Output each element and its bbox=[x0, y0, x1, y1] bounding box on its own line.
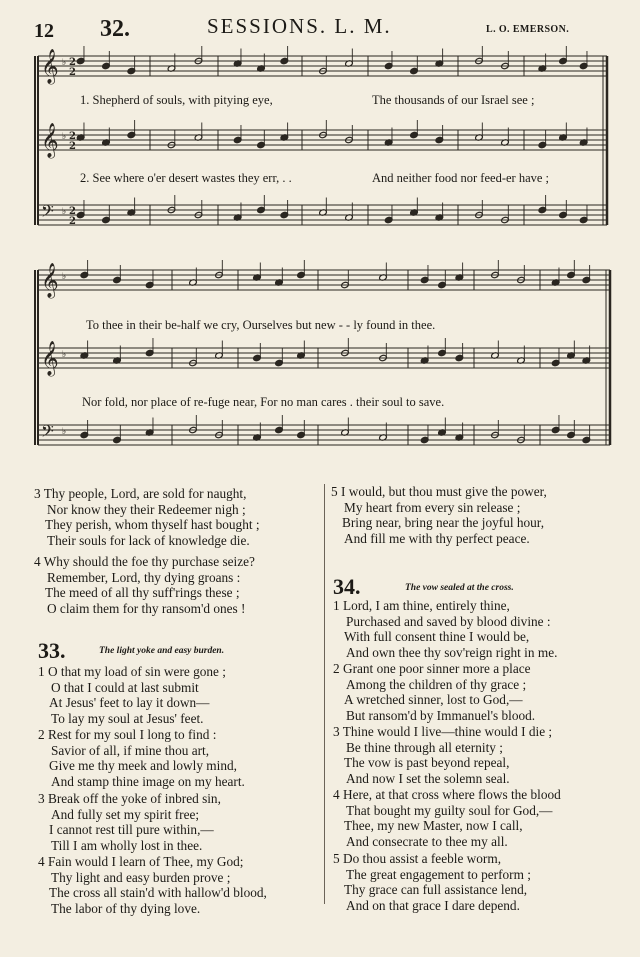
verse-line: 3 Thine would I live—thine would I die ; bbox=[333, 724, 553, 739]
flat-icon: ♭ bbox=[62, 350, 67, 360]
verse-line: Thy light and easy burden prove ; bbox=[51, 869, 231, 885]
verse-line: Among the children of thy grace ; bbox=[346, 676, 527, 692]
lyrics-line-1: 1. Shepherd of souls, with pitying eye, bbox=[80, 93, 273, 107]
verse-line: Till I am wholly lost in thee. bbox=[51, 837, 203, 853]
treble-clef-icon: 𝄞 bbox=[41, 341, 59, 376]
hymn-33-subtitle: The light yoke and easy burden. bbox=[99, 646, 225, 656]
time-signature: 2 bbox=[69, 141, 76, 152]
hymn-34-verse-5 bbox=[333, 851, 531, 913]
hymn-32-title: SESSIONS. L. M. bbox=[207, 14, 392, 38]
treble-clef-icon: 𝄞 bbox=[41, 123, 59, 158]
verse-line: The meed of all thy suff'rings these ; bbox=[45, 585, 240, 601]
hymn-33-verse-3 bbox=[38, 791, 221, 853]
hymn-32-verse-5 bbox=[331, 484, 547, 546]
time-signature: 2 bbox=[69, 57, 76, 68]
verse-line: And consecrate to thee my all. bbox=[346, 833, 508, 849]
lyrics-line-4: And neither food nor feed-er have ; bbox=[372, 171, 550, 185]
verse-line: 2 Grant one poor sinner more a place bbox=[333, 661, 531, 676]
lyrics-line-5: To thee in their be-half we cry, Ourselves but new - - ly found in thee. bbox=[86, 318, 436, 332]
bass-clef-icon: 𝄢 bbox=[41, 201, 54, 225]
verse-line: 3 Break off the yoke of inbred sin, bbox=[38, 791, 221, 806]
verse-line: And fill me with thy perfect peace. bbox=[344, 530, 530, 546]
column-divider bbox=[324, 484, 325, 904]
hymn-33-verse-2 bbox=[38, 727, 245, 789]
flat-icon: ♭ bbox=[62, 272, 67, 282]
verse-line: And stamp thine image on my heart. bbox=[51, 773, 245, 789]
verse-line: At Jesus' feet to lay it down— bbox=[49, 695, 210, 711]
lyrics-line-3: 2. See where o'er desert wastes they err, . . bbox=[80, 171, 292, 185]
hymn-32-composer: L. O. EMERSON. bbox=[486, 24, 570, 35]
time-signature: 2 bbox=[69, 216, 76, 227]
verse-line: Remember, Lord, thy dying groans : bbox=[47, 569, 241, 585]
hymn-34-verse-2 bbox=[333, 661, 535, 723]
verse-line: Their souls for lack of knowledge die. bbox=[47, 532, 250, 548]
verse-line: Bring near, bring near the joyful hour, bbox=[342, 515, 545, 531]
verse-line: Thy grace can full assistance lend, bbox=[344, 882, 528, 898]
hymn-33-verse-1 bbox=[38, 664, 226, 726]
verse-line: My heart from every sin release ; bbox=[344, 499, 521, 515]
verse-line: Purchased and saved by blood divine : bbox=[346, 613, 551, 629]
verse-line: 2 Rest for my soul I long to find : bbox=[38, 727, 217, 742]
verse-line: And own thee thy sov'reign right in me. bbox=[346, 644, 558, 660]
verse-line: 1 O that my load of sin were gone ; bbox=[38, 664, 226, 679]
page-number: 12 bbox=[34, 20, 54, 42]
flat-icon: ♭ bbox=[62, 427, 67, 437]
verse-line: The vow is past beyond repeal, bbox=[344, 755, 510, 771]
verse-line: O claim them for thy ransom'd ones ! bbox=[47, 600, 246, 616]
verse-line: 4 Fain would I learn of Thee, my God; bbox=[38, 854, 244, 869]
time-signature: 2 bbox=[69, 206, 76, 217]
verse-line: Thee, my new Master, now I call, bbox=[344, 818, 523, 834]
verse-line: And fully set my spirit free; bbox=[51, 806, 200, 822]
verse-line: And on that grace I dare depend. bbox=[346, 897, 520, 913]
verse-line: Nor know they their Redeemer nigh ; bbox=[47, 501, 246, 517]
verse-line: With full consent thine I would be, bbox=[344, 629, 530, 645]
hymn-33-number: 33. bbox=[38, 638, 66, 663]
verse-line: 5 I would, but thou must give the power, bbox=[331, 484, 547, 499]
verse-line: O that I could at last submit bbox=[51, 679, 199, 695]
lyrics-line-2: The thousands of our Israel see ; bbox=[372, 93, 535, 107]
treble-clef-icon: 𝄞 bbox=[41, 49, 59, 84]
hymn-34-verse-4 bbox=[333, 787, 561, 849]
time-signature: 2 bbox=[69, 131, 76, 142]
hymn-33-verse-4 bbox=[38, 854, 267, 916]
verse-line: The cross all stain'd with hallow'd blood, bbox=[49, 885, 267, 901]
lyrics-line-6: Nor fold, nor place of re-fuge near, For no man cares . their soul to save. bbox=[82, 395, 445, 409]
verse-line: Be thine through all eternity ; bbox=[346, 739, 503, 755]
verse-line: I cannot rest till pure within,— bbox=[49, 822, 214, 838]
flat-icon: ♭ bbox=[62, 207, 67, 217]
hymn-34-number: 34. bbox=[333, 574, 361, 599]
verse-line: A wretched sinner, lost to God,— bbox=[344, 692, 523, 708]
hymn-32-verse-3 bbox=[34, 486, 260, 548]
hymn-34-verse-3 bbox=[333, 724, 552, 786]
treble-clef-icon: 𝄞 bbox=[41, 263, 59, 298]
verse-line: The labor of thy dying love. bbox=[51, 900, 201, 916]
verse-line: Give me thy meek and lowly mind, bbox=[49, 758, 237, 774]
verse-line: 5 Do thou assist a feeble worm, bbox=[333, 851, 502, 866]
flat-icon: ♭ bbox=[62, 58, 67, 68]
hymn-34-verse-1 bbox=[333, 598, 557, 660]
verse-line: Savior of all, if mine thou art, bbox=[51, 742, 210, 758]
verse-line: The great engagement to perform ; bbox=[346, 866, 531, 882]
verse-line: 4 Here, at that cross where flows the blood bbox=[333, 787, 561, 802]
verse-line: 1 Lord, I am thine, entirely thine, bbox=[333, 598, 510, 613]
verse-line: They perish, whom thyself hast bought ; bbox=[45, 517, 260, 533]
verse-line: That bought my guilty soul for God,— bbox=[346, 802, 553, 818]
flat-icon: ♭ bbox=[62, 132, 67, 142]
verse-line: 4 Why should the foe thy purchase seize? bbox=[34, 554, 255, 569]
bass-clef-icon: 𝄢 bbox=[41, 421, 54, 445]
hymn-32-verse-4 bbox=[34, 554, 255, 616]
hymn-34-subtitle: The vow sealed at the cross. bbox=[405, 583, 514, 593]
verse-line: To lay my soul at Jesus' feet. bbox=[51, 710, 204, 726]
verse-line: But ransom'd by Immanuel's blood. bbox=[346, 707, 536, 723]
verse-line: 3 Thy people, Lord, are sold for naught, bbox=[34, 486, 247, 501]
hymn-32-number: 32. bbox=[100, 16, 130, 42]
time-signature: 2 bbox=[69, 67, 76, 78]
verse-line: And now I set the solemn seal. bbox=[346, 770, 510, 786]
